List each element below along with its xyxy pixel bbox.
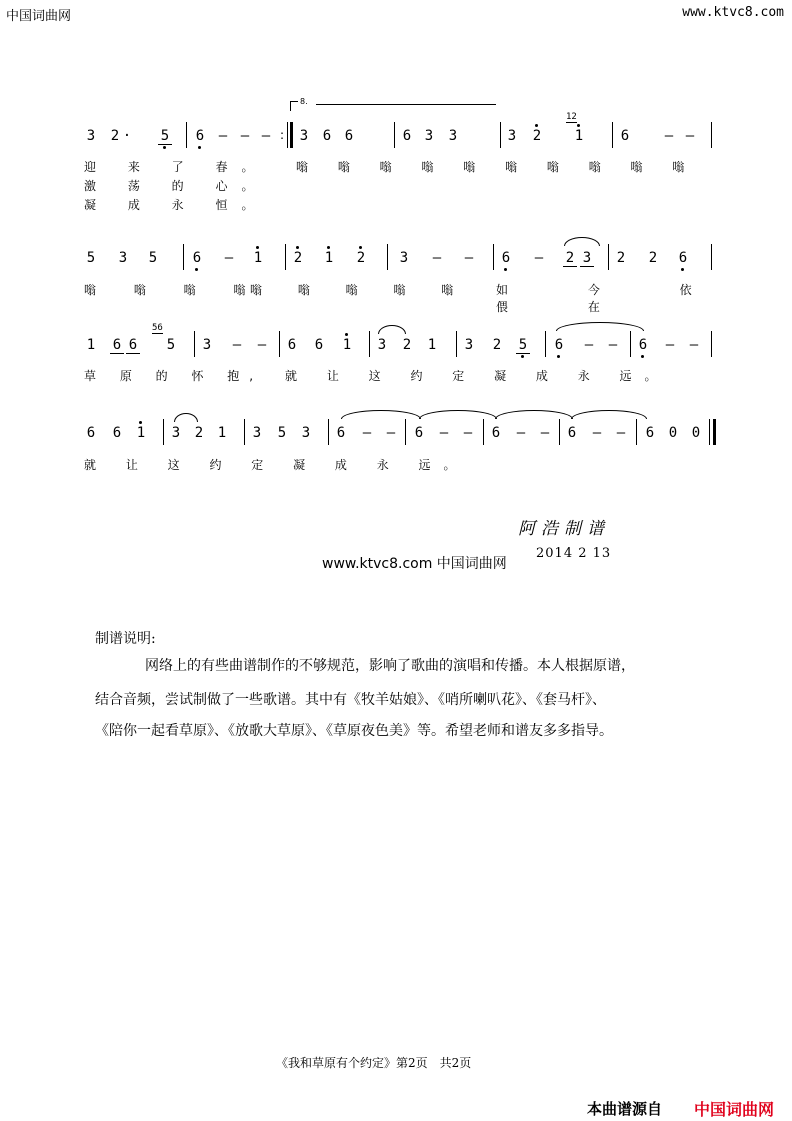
page-footer: 《我和草原有个约定》第2页 共2页 <box>276 1056 472 1070</box>
barline <box>163 419 164 445</box>
barline <box>328 419 329 445</box>
note: 6 <box>336 425 346 441</box>
site-line: www.ktvc8.com 中国词曲网 <box>322 556 507 572</box>
note: 5 <box>86 250 96 266</box>
lyric-line: 凝 成 永 恒。 <box>84 198 268 212</box>
volta-line <box>316 104 496 105</box>
grace-notes: 12 <box>566 112 577 122</box>
barline <box>387 244 388 270</box>
dash: – <box>362 425 372 441</box>
note: 1 <box>251 250 265 266</box>
brand-source-label: 本曲谱源自 <box>587 1100 663 1118</box>
barline <box>183 244 184 270</box>
dash: – <box>218 128 228 144</box>
tie <box>419 410 497 419</box>
note: 1 <box>572 128 586 144</box>
note: 5 <box>166 337 176 353</box>
barline <box>394 122 395 148</box>
note: 6 <box>567 425 577 441</box>
lyric-line: 草 原 的 怀 抱, <box>84 369 264 383</box>
tie <box>495 410 573 419</box>
dash: – <box>608 337 618 353</box>
barline <box>711 244 712 270</box>
dash: – <box>240 128 250 144</box>
repeat-dots: : <box>280 128 285 142</box>
slur <box>564 237 600 246</box>
slur <box>174 413 198 422</box>
note: 6 <box>112 425 122 441</box>
notes-line: 结合音频，尝试制做了一些歌谱。其中有《牧羊姑娘》、《哨所喇叭花》、《套马杆》、 <box>95 692 606 708</box>
note: 1 <box>217 425 227 441</box>
barline <box>244 419 245 445</box>
note: 6 <box>314 337 324 353</box>
lyric-line: 嗡 嗡 嗡 嗡 <box>84 283 263 297</box>
rest: 0 <box>691 425 701 441</box>
note: 2 <box>354 250 368 266</box>
note: 3 <box>464 337 474 353</box>
dash: – <box>464 250 474 266</box>
note: 3 <box>252 425 262 441</box>
note: 6 <box>110 337 124 354</box>
note: 2 <box>530 128 544 144</box>
note: 2 <box>110 128 120 144</box>
volta-bracket-left <box>290 101 291 111</box>
note: 6 <box>126 337 140 354</box>
note: 3 <box>299 128 309 144</box>
dash: – <box>584 337 594 353</box>
dash: – <box>534 250 544 266</box>
note: 1 <box>340 337 354 353</box>
barline <box>500 122 501 148</box>
dash: – <box>592 425 602 441</box>
note: 1 <box>134 425 148 441</box>
note: 6 <box>193 128 207 144</box>
note: 5 <box>277 425 287 441</box>
barline <box>405 419 406 445</box>
arranger-signature: 阿浩制谱 <box>518 519 610 539</box>
barline <box>630 331 631 357</box>
barline <box>545 331 546 357</box>
slur <box>378 325 406 334</box>
note: 2 <box>563 250 577 267</box>
brand-logo-text[interactable]: 中国词曲网 <box>694 1100 775 1119</box>
note: 1 <box>86 337 96 353</box>
note: 3 <box>424 128 434 144</box>
barline <box>285 244 286 270</box>
note: 6 <box>414 425 424 441</box>
dash: – <box>439 425 449 441</box>
note: 5 <box>516 337 530 354</box>
barline <box>194 331 195 357</box>
notes-line: 网络上的有些曲谱制作的不够规范，影响了歌曲的演唱和传播。本人根据原谱， <box>145 658 635 674</box>
top-right-watermark: www.ktvc8.com <box>682 5 784 20</box>
barline <box>612 122 613 148</box>
dash: – <box>432 250 442 266</box>
barline <box>279 331 280 357</box>
barline <box>636 419 637 445</box>
note: 3 <box>580 250 594 267</box>
lyric-line: 就 让 这 约 定 凝 成 永 远。 <box>84 458 469 472</box>
dash: – <box>516 425 526 441</box>
rest: 0 <box>668 425 678 441</box>
barline <box>711 122 712 148</box>
lyric-line: 就 让 这 约 定 凝 成 永 远。 <box>285 369 670 383</box>
barline <box>456 331 457 357</box>
dash: – <box>689 337 699 353</box>
barline <box>711 331 712 357</box>
note: 6 <box>344 128 354 144</box>
dash: – <box>463 425 473 441</box>
tie <box>556 322 644 331</box>
top-left-watermark: 中国词曲网 <box>6 9 72 24</box>
note: 2 <box>492 337 502 353</box>
note: 6 <box>499 250 513 266</box>
repeat-barline <box>290 122 293 148</box>
note: 2 <box>616 250 626 266</box>
dash: – <box>257 337 267 353</box>
note: 1 <box>427 337 437 353</box>
note: 6 <box>402 128 412 144</box>
note: 6 <box>491 425 501 441</box>
barline <box>493 244 494 270</box>
barline <box>608 244 609 270</box>
note: 3 <box>118 250 128 266</box>
lyric-line: 如 今 依 偎 在 <box>496 283 730 314</box>
dash: – <box>616 425 626 441</box>
lyric-line: 迎 来 了 春。 <box>84 160 268 174</box>
final-barline-thick <box>713 419 716 445</box>
lyric-line: 嗡 嗡 嗡 嗡 嗡 嗡 嗡 嗡 嗡 嗡 <box>296 160 698 174</box>
note: 6 <box>190 250 204 266</box>
notes-title: 制谱说明: <box>95 631 156 647</box>
note: 6 <box>636 337 650 353</box>
dash: – <box>386 425 396 441</box>
note: 3 <box>171 425 181 441</box>
final-barline-thin <box>709 419 710 445</box>
dash: – <box>232 337 242 353</box>
tie <box>341 410 421 419</box>
note: 6 <box>676 250 690 266</box>
note: 3 <box>399 250 409 266</box>
barline <box>559 419 560 445</box>
note: 6 <box>620 128 630 144</box>
note: 3 <box>301 425 311 441</box>
note-dot: · <box>122 128 132 144</box>
dash: – <box>665 337 675 353</box>
dash: – <box>540 425 550 441</box>
volta-label: 8. <box>300 97 308 106</box>
note: 3 <box>507 128 517 144</box>
tie <box>571 410 647 419</box>
note: 2 <box>648 250 658 266</box>
note: 5 <box>148 250 158 266</box>
note: 6 <box>86 425 96 441</box>
notes-line: 《陪你一起看草原》、《放歌大草原》、《草原夜色美》等。希望老师和谱友多多指导。 <box>95 723 613 739</box>
lyric-line: 嗡 嗡 嗡 嗡 嗡 <box>250 283 470 297</box>
note: 5 <box>158 128 172 145</box>
note: 6 <box>287 337 297 353</box>
dash: – <box>224 250 234 266</box>
barline <box>369 331 370 357</box>
note: 2 <box>194 425 204 441</box>
arrangement-date: 2014 2 13 <box>536 546 612 561</box>
barline <box>287 122 288 148</box>
note: 2 <box>291 250 305 266</box>
note: 3 <box>86 128 96 144</box>
note: 2 <box>402 337 412 353</box>
barline <box>483 419 484 445</box>
dash: – <box>685 128 695 144</box>
grace-notes: 56 <box>152 323 163 333</box>
note: 3 <box>448 128 458 144</box>
note: 3 <box>377 337 387 353</box>
note: 6 <box>645 425 655 441</box>
barline <box>186 122 187 148</box>
note: 1 <box>322 250 336 266</box>
note: 3 <box>202 337 212 353</box>
volta-bracket-top <box>290 101 298 102</box>
note: 6 <box>552 337 566 353</box>
note: 6 <box>322 128 332 144</box>
lyric-line: 激 荡 的 心。 <box>84 179 268 193</box>
dash: – <box>664 128 674 144</box>
